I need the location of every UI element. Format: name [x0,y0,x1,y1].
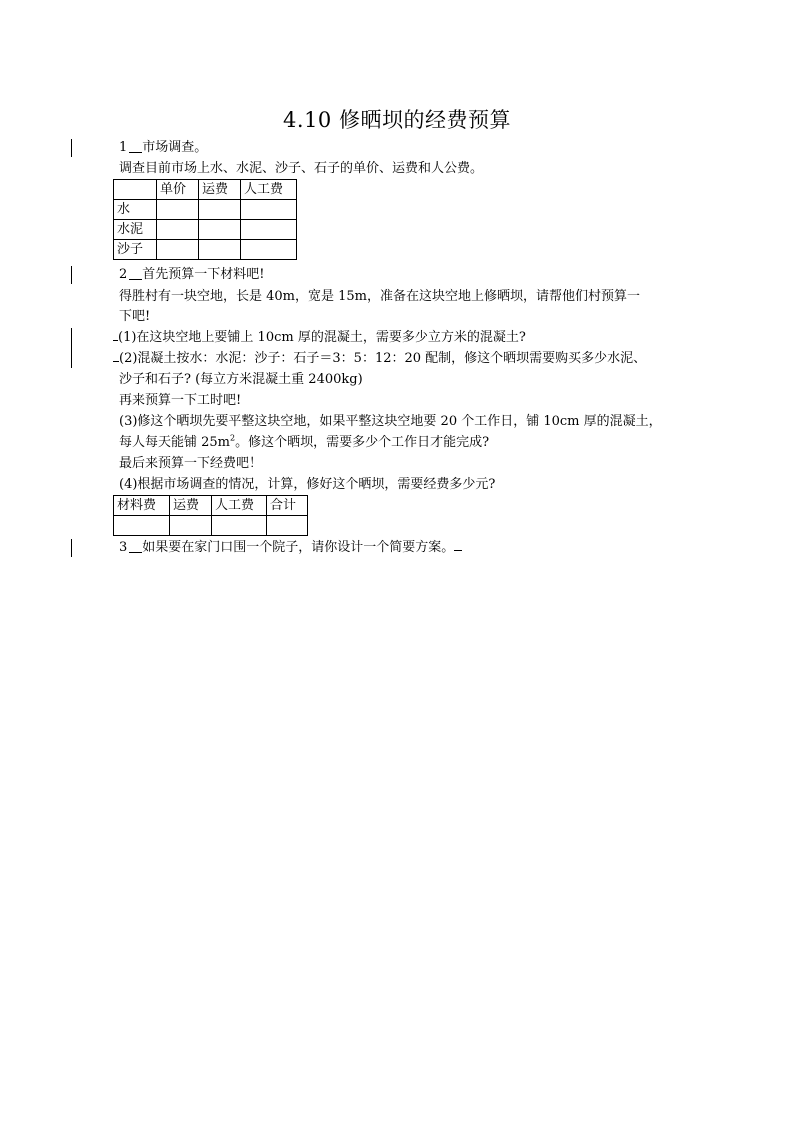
question-3: (3)修这个晒坝先要平整这块空地，如果平整这块空地要 20 个工作日，铺 10cm 厚的混凝土， [119,414,662,429]
table-cell [170,516,212,536]
section-3-heading [119,539,462,557]
revision-bar [71,266,72,284]
table-cell [199,240,241,260]
section-1-intro: 调查目前市场上水、水泥、沙子、石子的单价、运费和人公费。 [119,161,484,176]
table-header-row [114,180,297,200]
table-header-row [114,496,308,516]
revision-bar [71,328,72,368]
question-text: 每人每天能铺 25m [119,435,231,450]
table-header-cell: 人工费 [241,180,297,200]
section-number: 3 [119,540,128,555]
table-cell [212,516,267,536]
question-3-cont [119,434,489,452]
table-header-cell: 合计 [267,496,308,516]
price-survey-table [113,179,297,260]
table-cell [199,200,241,220]
problem-paragraph: 下吧! [119,309,151,324]
section-number: 2 [119,267,128,282]
table-header-cell: 人工费 [212,496,267,516]
section-number: 1 [119,140,128,155]
budget-table [113,495,308,536]
section-1-heading [119,139,207,157]
table-cell [241,240,297,260]
labor-heading: 再来预算一下工时吧! [119,393,242,408]
table-header-cell: 材料费 [114,496,170,516]
table-cell [267,516,308,536]
table-row [114,200,297,220]
section-heading-text: 市场调查。 [142,140,208,155]
table-cell: 水 [114,200,157,220]
table-row [114,516,308,536]
table-cell [157,240,199,260]
section-2-heading [119,266,265,284]
question-text: (2)混凝土按水：水泥：沙子：石子＝3：5：12：20 配制，修这个晒坝需要购买多少水泥、 [119,351,647,366]
table-header-cell: 运费 [170,496,212,516]
table-cell [114,516,170,536]
section-heading-text: 如果要在家门口围一个院子，请你设计一个简要方案。 [142,540,455,555]
superscript: 2 [230,433,236,443]
question-2 [113,350,646,368]
question-1 [113,329,526,347]
table-header-cell: 单价 [157,180,199,200]
table-cell: 沙子 [114,240,157,260]
revision-bar [71,539,72,557]
question-2-cont: 沙子和石子? (每立方米混凝土重 2400kg) [119,372,363,387]
question-4: (4)根据市场调查的情况，计算，修好这个晒坝，需要经费多少元? [119,477,496,492]
budget-heading: 最后来预算一下经费吧！ [119,456,263,471]
table-header-cell [114,180,157,200]
page-title: 4.10 修晒坝的经费预算 [283,108,511,132]
table-cell [199,220,241,240]
section-heading-text: 首先预算一下材料吧! [142,267,265,282]
end-marker [454,549,462,551]
revision-bar [71,139,72,157]
table-row [114,220,297,240]
table-row [114,240,297,260]
table-cell [241,200,297,220]
question-text: (1)在这块空地上要铺上 10cm 厚的混凝土，需要多少立方米的混凝土? [118,330,526,345]
question-text: 。修这个晒坝，需要多少个工作日才能完成? [235,435,490,450]
problem-paragraph: 得胜村有一块空地，长是 40m，宽是 15m，准备在这块空地上修晒坝，请帮他们村预算一 [119,289,641,304]
table-cell [157,220,199,240]
table-cell: 水泥 [114,220,157,240]
table-cell [241,220,297,240]
table-cell [157,200,199,220]
table-header-cell: 运费 [199,180,241,200]
